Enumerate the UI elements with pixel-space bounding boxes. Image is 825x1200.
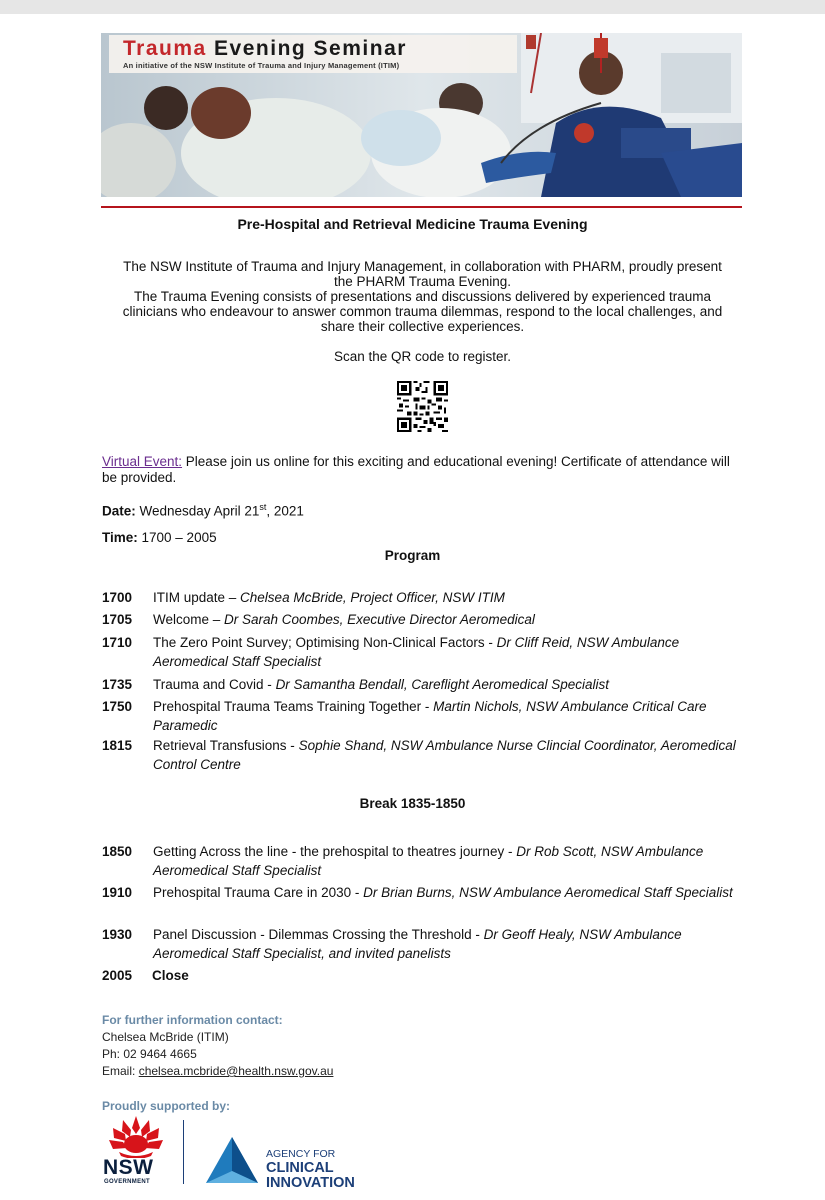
top-bar: [0, 0, 825, 14]
aci-line-2: CLINICAL: [266, 1160, 334, 1176]
date-year: , 2021: [266, 503, 304, 519]
program-title: Panel Discussion - Dilemmas Crossing the Threshold -: [153, 927, 484, 942]
program-speaker: Dr Rob Scott, NSW Ambulance Aeromedical Staff Specialist: [153, 844, 704, 878]
virtual-event-text: Please join us online for this exciting and educational evening! Certificate of attendance will be provided.: [102, 454, 730, 485]
program-time: 1705: [102, 612, 133, 627]
program-title: Prehospital Trauma Care in 2030 -: [153, 885, 364, 900]
virtual-event-link[interactable]: Virtual Event:: [102, 454, 183, 469]
waratah-icon: [101, 1114, 171, 1158]
nsw-logo-government: GOVERNMENT: [104, 1179, 151, 1185]
contact-email: [102, 1064, 333, 1078]
banner-title: [123, 37, 407, 61]
event-date: [102, 499, 742, 520]
program-speaker: Dr Brian Burns, NSW Ambulance Aeromedical Staff Specialist: [363, 885, 733, 900]
program-time: 1910: [102, 885, 133, 900]
program-title: Retrieval Transfusions -: [153, 738, 299, 753]
banner-title-box: [109, 35, 517, 73]
aci-triangle-icon: [204, 1135, 260, 1185]
qr-code[interactable]: [397, 381, 448, 432]
intro-line-1: The NSW Institute of Trauma and Injury Management, in collaboration with PHARM, proudly present: [123, 259, 722, 274]
intro-line-3: The Trauma Evening consists of presentations and discussions delivered by experienced trauma: [133, 289, 712, 304]
program-item: [153, 588, 753, 607]
program-item: [153, 697, 753, 735]
email-label: Email:: [102, 1064, 139, 1078]
program-time: 1930: [102, 927, 133, 942]
program-time: 1735: [102, 677, 133, 692]
program-item: [153, 610, 753, 629]
contact-heading: For further information contact:: [102, 1013, 283, 1027]
program-item: [153, 883, 753, 902]
program-heading: Program: [384, 548, 441, 563]
program-item: [153, 675, 753, 694]
program-title: Trauma and Covid -: [153, 677, 276, 692]
program-speaker: Martin Nichols, NSW Ambulance Critical Care Paramedic: [153, 699, 707, 733]
banner-title-rest: Evening Seminar: [206, 37, 407, 60]
email-link[interactable]: chelsea.mcbride@health.nsw.gov.au: [138, 1064, 334, 1078]
program-title: The Zero Point Survey; Optimising Non-Clinical Factors -: [153, 635, 497, 650]
program-time: 1750: [102, 699, 133, 714]
time-value: 1700 – 2005: [137, 530, 217, 545]
nsw-logo-word: NSW: [103, 1156, 154, 1179]
program-speaker: Dr Sarah Coombes, Executive Director Aeromedical: [224, 612, 535, 627]
program-time: 1850: [102, 844, 133, 859]
program-title: ITIM update –: [153, 590, 241, 605]
intro-line-2: the PHARM Trauma Evening.: [333, 274, 512, 289]
contact-phone: Ph: 02 9464 4665: [102, 1047, 197, 1061]
nsw-government-logo: [101, 1114, 171, 1190]
program-speaker: Dr Cliff Reid, NSW Ambulance Aeromedical Staff Specialist: [153, 635, 680, 669]
program-title: Getting Across the line - the prehospital to theatres journey -: [153, 844, 517, 859]
aci-line-1: AGENCY FOR: [266, 1148, 336, 1160]
flyer-page: [0, 14, 825, 1200]
program-item: [153, 633, 753, 671]
program-time: 1815: [102, 738, 133, 753]
program-time: 1710: [102, 635, 133, 650]
program-time: 1700: [102, 590, 133, 605]
program-title: Prehospital Trauma Teams Training Together -: [153, 699, 434, 714]
program-item: [153, 925, 753, 963]
intro-line-5: share their collective experiences.: [320, 319, 525, 334]
program-title: Welcome –: [153, 612, 225, 627]
scan-instruction: Scan the QR code to register.: [333, 349, 512, 364]
logo-divider: [183, 1120, 184, 1184]
date-label: Date:: [102, 503, 136, 519]
event-heading: Pre-Hospital and Retrieval Medicine Trauma Evening: [237, 216, 588, 232]
date-suffix: st: [259, 502, 267, 512]
support-heading: Proudly supported by:: [102, 1099, 231, 1113]
intro-line-4: clinicians who endeavour to answer common trauma dilemmas, respond to the local challenges, and: [122, 304, 723, 319]
program-item: [153, 842, 753, 880]
red-divider: [101, 206, 742, 208]
program-speaker: Dr Geoff Healy, NSW Ambulance Aeromedical Staff Specialist, and invited panelists: [153, 927, 682, 961]
virtual-event-note: [102, 454, 742, 486]
aci-line-3: INNOVATION: [266, 1175, 355, 1191]
contact-name: Chelsea McBride (ITIM): [102, 1030, 229, 1044]
program-speaker: Chelsea McBride, Project Officer, NSW ITIM: [240, 590, 505, 605]
program-item: [153, 736, 753, 774]
event-time: [102, 530, 742, 546]
banner-title-accent: Trauma: [123, 37, 207, 60]
program-speaker: Dr Samantha Bendall, Careflight Aeromedical Specialist: [275, 677, 609, 692]
banner-photo: [101, 33, 742, 197]
time-label: Time:: [102, 530, 138, 545]
date-value: Wednesday April 21: [135, 503, 260, 519]
program-speaker: Sophie Shand, NSW Ambulance Nurse Clincial Coordinator, Aeromedical Control Centre: [153, 738, 736, 772]
program-time: 2005: [102, 968, 133, 983]
program-close: Close: [152, 968, 189, 983]
break-heading: Break 1835-1850: [359, 796, 466, 811]
banner-subtitle: An initiative of the NSW Institute of Trauma and Injury Management (ITIM): [123, 61, 400, 70]
